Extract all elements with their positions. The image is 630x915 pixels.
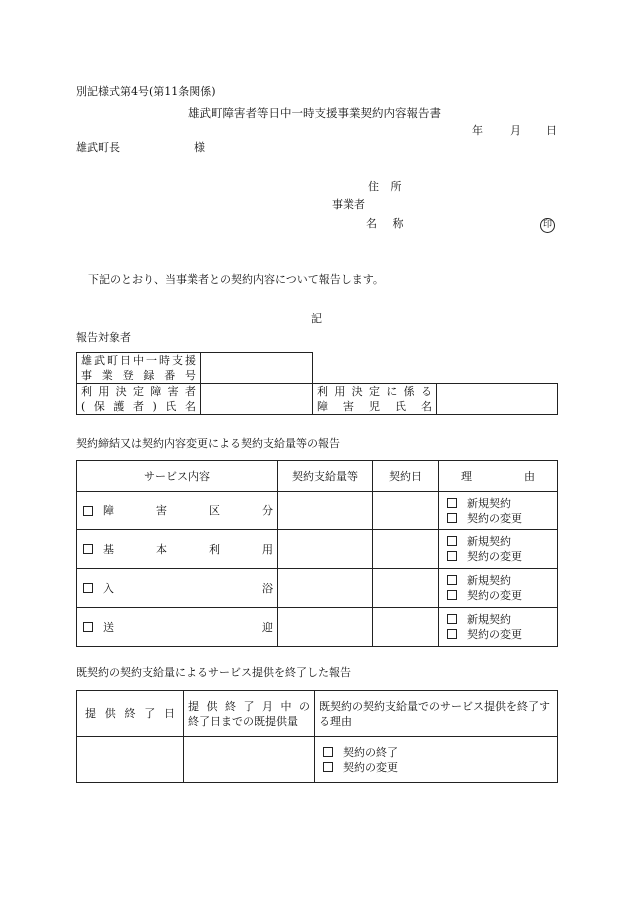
checkbox[interactable] [447,551,457,561]
service-row-2 [77,530,278,569]
reg-label-line-2: 事業登録番号 [81,369,196,382]
user-name-field[interactable] [201,384,313,415]
ki-heading: 記 [311,312,322,325]
user-name-label [77,384,201,415]
child-label-line-2: 障害児氏名 [317,400,432,413]
reason-options [439,492,558,530]
checkbox[interactable] [447,614,457,624]
date-field[interactable] [373,569,439,608]
option-new-contract[interactable] [447,496,553,511]
service-label: 入浴 [103,581,273,595]
option-label: 新規契約 [467,574,511,587]
header-reason-text: 理由 [461,469,535,483]
header-end-date [77,691,184,737]
year-label: 年 [472,124,483,137]
reason-options [439,530,558,569]
child-label-line-1: 利用決定に係る [317,385,432,398]
option-contract-change[interactable] [447,549,553,564]
checkbox[interactable] [447,513,457,523]
option-contract-change[interactable] [323,760,553,775]
option-label: 新規契約 [467,613,511,626]
child-name-label [313,384,437,415]
reason-options [439,608,558,647]
option-contract-change[interactable] [447,627,553,642]
option-contract-change[interactable] [447,588,553,603]
amount-field[interactable] [278,492,373,530]
checkbox[interactable] [83,506,93,516]
addressee-honorific: 様 [194,141,205,154]
empty-cell [437,353,558,384]
checkbox[interactable] [447,536,457,546]
end-reason-options [315,737,558,783]
checkbox[interactable] [447,575,457,585]
service-end-table [76,690,558,783]
option-contract-change[interactable] [447,511,553,526]
section3-heading: 既契約の契約支給量によるサービス提供を終了した報告 [76,666,351,679]
header-end-date-text: 提供終了日 [85,707,175,720]
business-name-label: 名 称 [366,217,404,230]
seal-icon: 印 [540,218,555,233]
option-new-contract[interactable] [447,534,553,549]
target-person-table [76,352,558,415]
contract-amount-table [76,460,558,647]
provided-amount-field[interactable] [184,737,315,783]
amount-field[interactable] [278,530,373,569]
checkbox[interactable] [447,629,457,639]
option-label: 契約の終了 [343,745,398,759]
section2-heading: 契約締結又は契約内容変更による契約支給量等の報告 [76,437,340,450]
seal-mark [540,217,555,233]
checkbox[interactable] [447,590,457,600]
checkbox[interactable] [323,747,333,757]
header-reason [439,461,558,492]
service-row-3 [77,569,278,608]
service-label: 障害区分 [103,504,273,517]
intro-text: 下記のとおり、当事業者との契約内容について報告します。 [88,273,384,286]
checkbox[interactable] [323,762,333,772]
date-field[interactable] [373,492,439,530]
option-new-contract[interactable] [447,573,553,588]
checkbox[interactable] [83,622,93,632]
empty-cell [313,353,437,384]
header-amount: 契約支給量等 [278,461,373,492]
header-service: サービス内容 [77,461,278,492]
date-field[interactable] [373,608,439,647]
header-date: 契約日 [373,461,439,492]
checkbox[interactable] [447,498,457,508]
checkbox[interactable] [83,544,93,554]
amount-field[interactable] [278,569,373,608]
user-label-line-2: (保護者)氏名 [81,400,196,413]
form-number: 別記様式第4号(第11条関係) [76,85,216,98]
service-label: 基本利用 [103,542,273,556]
date-field[interactable] [373,530,439,569]
option-contract-end[interactable] [323,745,553,760]
user-label-line-1: 利用決定障害者 [81,385,196,398]
checkbox[interactable] [83,583,93,593]
service-row-1 [77,492,278,530]
option-new-contract[interactable] [447,612,553,627]
header-provided-line-1: 提供終了月中の [188,699,310,713]
reg-label-line-1: 雄武町日中一時支援 [81,354,196,367]
option-label: 契約の変更 [467,628,522,641]
option-label: 契約の変更 [467,511,522,525]
option-label: 契約の変更 [467,589,522,602]
header-provided-line-2: 終了日までの既提供量 [188,714,298,728]
reason-options [439,569,558,608]
day-label: 日 [546,124,557,137]
business-operator-label: 事業者 [332,198,365,211]
child-name-field[interactable] [437,384,558,415]
amount-field[interactable] [278,608,373,647]
option-label: 契約の変更 [343,760,398,774]
header-end-reason: 既契約の契約支給量でのサービス提供を終了する理由 [315,691,558,737]
registration-number-field[interactable] [201,353,313,384]
service-row-4 [77,608,278,647]
header-provided [184,691,315,737]
registration-number-label [77,353,201,384]
addressee-name: 雄武町長 [76,141,120,154]
document-title: 雄武町障害者等日中一時支援事業契約内容報告書 [188,106,441,120]
business-address-label: 住 所 [368,180,402,193]
service-label: 送迎 [103,620,273,634]
month-label: 月 [510,124,521,137]
end-date-field[interactable] [77,737,184,783]
option-label: 契約の変更 [467,550,522,563]
option-label: 新規契約 [467,535,511,548]
option-label: 新規契約 [467,496,511,510]
section1-heading: 報告対象者 [76,331,131,344]
